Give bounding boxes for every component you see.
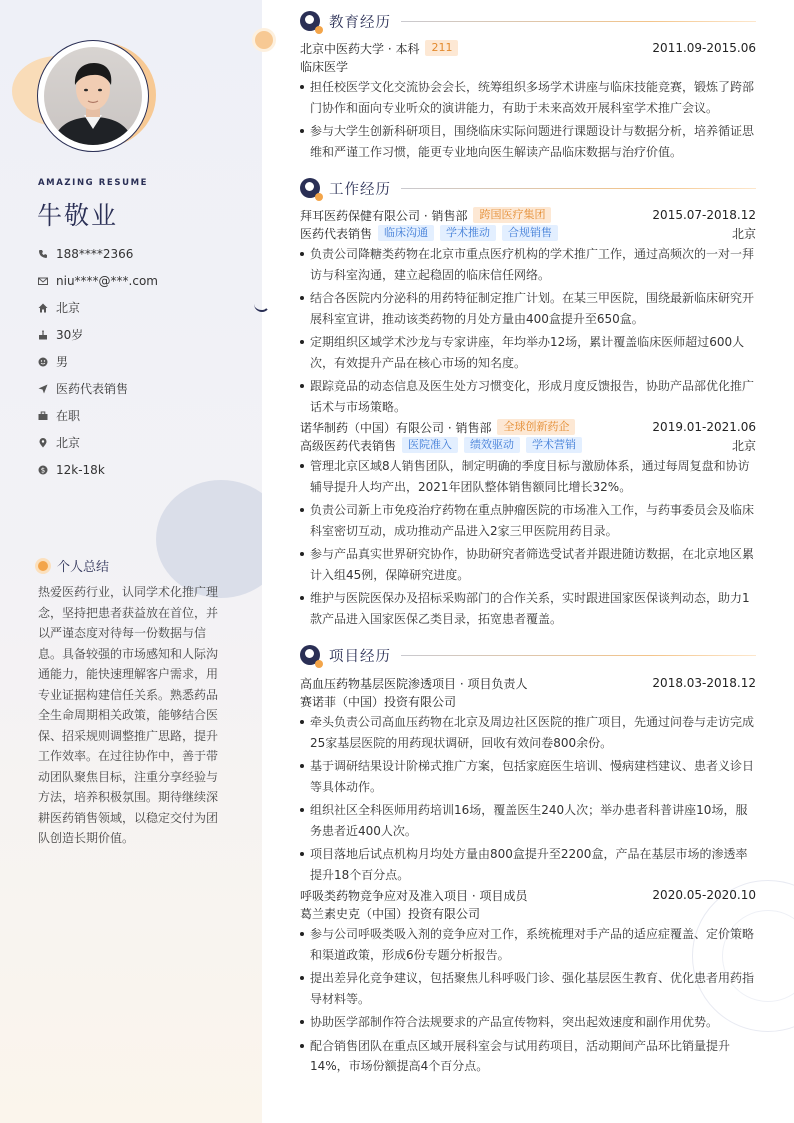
- skill-tag: 学术营销: [526, 437, 582, 453]
- major-row: [300, 57, 756, 75]
- phone-text: 188****2366: [56, 246, 134, 261]
- list-item: 参与公司呼吸类吸入剂的竞争应对工作，系统梳理对手产品的适应症覆盖、定价策略和渠道政策，形成6份专题分析报告。: [300, 924, 756, 965]
- skill-tag: 学术推动: [440, 225, 496, 241]
- summary-dot-icon: [38, 561, 48, 571]
- project-date: 2018.03-2018.12: [652, 676, 756, 690]
- skill-tag: 绩效驱动: [464, 437, 520, 453]
- company-name: 拜耳医药保健有限公司 · 销售部: [300, 208, 468, 223]
- decor-edge-arc: [254, 296, 270, 312]
- gender-text: 男: [56, 355, 69, 369]
- company-tag: 全球创新药企: [497, 419, 575, 435]
- education-block: [300, 39, 756, 165]
- job-date: 2019.01-2021.06: [652, 420, 756, 434]
- major: 临床医学: [300, 59, 349, 74]
- send-icon: [38, 384, 48, 394]
- job-role: 医药代表销售: [300, 226, 373, 241]
- info-status: [38, 402, 248, 429]
- decor-circle: [156, 480, 262, 598]
- project-date: 2020.05-2020.10: [652, 888, 756, 902]
- job-role-row: [300, 436, 756, 454]
- info-phone: [38, 240, 248, 267]
- project-name: 高血压药物基层医院渗透项目 · 项目负责人: [300, 676, 528, 691]
- home-text: 北京: [56, 301, 81, 315]
- info-gender: [38, 348, 248, 375]
- salary-icon: [38, 465, 48, 475]
- job-role-row: [300, 224, 756, 242]
- school-name: 北京中医药大学 · 本科: [300, 41, 420, 56]
- location-text: 北京: [56, 436, 81, 450]
- summary-title: 个人总结: [57, 560, 110, 575]
- svg-text:$: $: [40, 466, 46, 475]
- section-work-header: [300, 177, 756, 199]
- info-age: [38, 321, 248, 348]
- project-org: 赛诺菲（中国）投资有限公司: [300, 694, 457, 709]
- job-city: 北京: [731, 438, 756, 453]
- list-item: 项目落地后试点机构月均处方量由800盒提升至2200盒，产品在基层市场的渗透率提升18个百分点。: [300, 844, 756, 885]
- project-bullets: [300, 924, 756, 1077]
- list-item: 维护与医院医保办及招标采购部门的合作关系，实时跟进国家医保谈判动态，助力1款产品进入国家医保乙类目录，拓宽患者覆盖。: [300, 588, 756, 629]
- job-company-row: [300, 206, 756, 224]
- salary-text: 12k-18k: [56, 462, 105, 477]
- section-icon: [300, 11, 320, 31]
- briefcase-icon: [38, 411, 48, 421]
- info-position: [38, 375, 248, 402]
- section-title: 工作经历: [329, 181, 391, 198]
- decor-edge-dot: [255, 31, 273, 49]
- list-item: 配合销售团队在重点区域开展科室会与试用药项目，活动期间产品环比销量提升14%，市场份额提高4个百分点。: [300, 1036, 756, 1077]
- project-org: 葛兰素史克（中国）投资有限公司: [300, 906, 481, 921]
- list-item: 定期组织区域学术沙龙与专家讲座，年均举办12场，累计覆盖临床医师超过600人次，有效提升产品在核心市场的知名度。: [300, 332, 756, 373]
- school-badge: 211: [425, 40, 458, 56]
- list-item: 协助医学部制作符合法规要求的产品宣传物料，突出起效速度和副作用优势。: [300, 1012, 756, 1033]
- avatar: [44, 47, 142, 145]
- position-text: 医药代表销售: [56, 382, 129, 396]
- status-text: 在职: [56, 409, 81, 423]
- project-org-row: [300, 904, 756, 922]
- project-bullets: [300, 712, 756, 885]
- project-block-1: [300, 674, 756, 888]
- skill-tag: 医院准入: [402, 437, 458, 453]
- project-org-row: [300, 692, 756, 710]
- list-item: 基于调研结果设计阶梯式推广方案，包括家庭医生培训、慢病建档建议、患者义诊日等具体动作。: [300, 756, 756, 797]
- list-item: 牵头负责公司高血压药物在北京及周边社区医院的推广项目，先通过问卷与走访完成25家基层医院的用药现状调研，回收有效问卷800余份。: [300, 712, 756, 753]
- section-title: 项目经历: [329, 648, 391, 665]
- job-block-1: [300, 206, 756, 420]
- section-divider: [401, 188, 756, 189]
- project-block-2: [300, 886, 756, 1080]
- job-block-2: [300, 418, 756, 632]
- list-item: 参与产品真实世界研究协作，协助研究者筛选受试者并跟进随访数据，在北京地区累计入组45例，保障研究进度。: [300, 544, 756, 585]
- info-home: [38, 294, 248, 321]
- avatar-frame: [37, 40, 149, 152]
- section-divider: [401, 21, 756, 22]
- section-title: 教育经历: [329, 14, 391, 31]
- summary-text: 热爱医药行业，认同学术化推广理念，坚持把患者获益放在首位，并以严谨态度对待每一份数据与信息。具备较强的市场感知和人际沟通能力，能快速理解客户需求，用专业证据构建信任关系。熟悉药品全生命周期相关政策，能够结合医保、招采规则调整推广思路，提升工作效率。在过往协作中，善于带动团队聚焦目标，注重分享经验与方法，培养积极氛围。期待继续深耕医药销售领域，以稳定交付为团队创造长期价值。: [38, 585, 219, 845]
- job-date: 2015.07-2018.12: [652, 208, 756, 222]
- project-name: 呼吸类药物竞争应对及准入项目 · 项目成员: [300, 888, 528, 903]
- age-text: 30岁: [56, 328, 84, 342]
- job-city: 北京: [731, 226, 756, 241]
- education-bullets: [300, 77, 756, 162]
- location-icon: [38, 438, 48, 448]
- mail-icon: [38, 276, 48, 286]
- list-item: 跟踪竞品的动态信息及医生处方习惯变化，形成月度反馈报告，协助产品部优化推广话术与市场策略。: [300, 376, 756, 417]
- list-item: 组织社区全科医师用药培训16场，覆盖医生240人次；举办患者科普讲座10场，服务患者近400人次。: [300, 800, 756, 841]
- list-item: 结合各医院内分泌科的用药特征制定推广计划。在某三甲医院，围绕最新临床研究开展科室宣讲，推动该类药物的月处方量由400盒提升至650盒。: [300, 288, 756, 329]
- summary-heading: [38, 556, 109, 575]
- job-bullets: [300, 456, 756, 629]
- person-photo-icon: [44, 47, 142, 145]
- email-text: niu****@***.com: [56, 273, 158, 288]
- section-icon: [300, 178, 320, 198]
- gender-icon: [38, 357, 48, 367]
- info-location: [38, 429, 248, 456]
- info-salary: [38, 456, 248, 483]
- section-projects-header: [300, 644, 756, 666]
- section-education-header: [300, 10, 756, 32]
- skill-tag: 临床沟通: [378, 225, 434, 241]
- list-item: 管理北京区域8人销售团队，制定明确的季度目标与激励体系，通过每周复盘和协访辅导提升人均产出，2021年团队整体销售额同比增长32%。: [300, 456, 756, 497]
- list-item: 负责公司降糖类药物在北京市重点医疗机构的学术推广工作，通过高频次的一对一拜访与科室沟通，建立起稳固的临床信任网络。: [300, 244, 756, 285]
- cake-icon: [38, 330, 48, 340]
- job-role: 高级医药代表销售: [300, 438, 397, 453]
- project-name-row: [300, 886, 756, 904]
- contact-info: [38, 240, 248, 483]
- job-bullets: [300, 244, 756, 417]
- home-icon: [38, 303, 48, 313]
- list-item: 参与大学生创新科研项目，围绕临床实际问题进行课题设计与数据分析，培养循证思维和严谨工作习惯，能更专业地向医生解读产品临床数据与治疗价值。: [300, 121, 756, 162]
- list-item: 担任校医学文化交流协会会长，统筹组织多场学术讲座与临床技能竞赛，锻炼了跨部门协作和面向专业听众的演讲能力，有助于未来高效开展科室学术推广会议。: [300, 77, 756, 118]
- candidate-name: 牛敬业: [37, 201, 119, 230]
- education-date: 2011.09-2015.06: [652, 41, 756, 55]
- phone-icon: [38, 249, 48, 259]
- section-divider: [401, 655, 756, 656]
- company-tag: 跨国医疗集团: [473, 207, 551, 223]
- education-row: [300, 39, 756, 57]
- resume-tagline: AMAZING RESUME: [38, 178, 149, 188]
- job-company-row: [300, 418, 756, 436]
- list-item: 负责公司新上市免疫治疗药物在重点肿瘤医院的市场准入工作，与药事委员会及临床科室密切互动，成功推动产品进入2家三甲医院用药目录。: [300, 500, 756, 541]
- project-name-row: [300, 674, 756, 692]
- sidebar: [0, 0, 262, 1123]
- section-icon: [300, 645, 320, 665]
- skill-tag: 合规销售: [502, 225, 558, 241]
- list-item: 提出差异化竞争建议，包括聚焦儿科呼吸门诊、强化基层医生教育、优化患者用药指导材料等。: [300, 968, 756, 1009]
- info-email: [38, 267, 248, 294]
- company-name: 诺华制药（中国）有限公司 · 销售部: [300, 420, 492, 435]
